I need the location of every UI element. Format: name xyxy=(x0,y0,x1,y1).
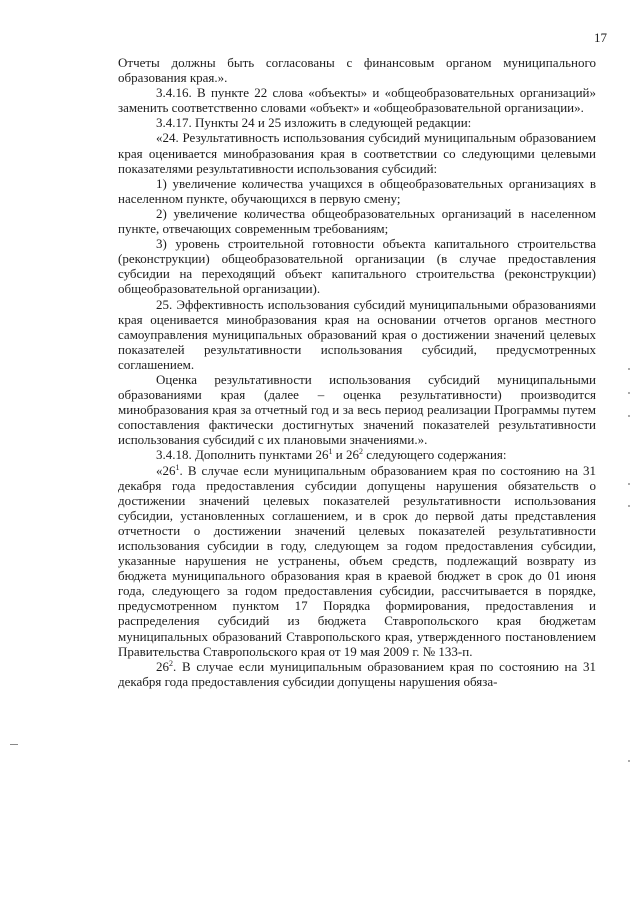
margin-dot xyxy=(628,760,630,762)
paragraph xyxy=(118,659,596,689)
list-item: 1) увеличение количества учащихся в общеобразовательных организациях в населенном пункте, обучающихся в первую смену; xyxy=(118,175,596,206)
text-run: . В случае если муниципальным образованием края по состоянию на 31 декабря года предоставления субсидии допущены нарушения обязательств о достижении значений целевых показателей результативности использования субсидии, установленных соглашением, и в срок до первой даты представления отчетности о достижении значений целевых показателей результативности использования субсидии в году, следующем за годом предоставления субсидии, указанные нарушения не устранены, объем средств, подлежащий возврату из бюджета муниципального образования края в краевой бюджет в срок до 01 июня года, следующего за годом предоставления субсидии, рассчитывается в порядке, предусмотренном пунктом 17 Порядка формирования, предоставления и распределения субсидий из бюджета Ставропольского края бюджетам муниципальных образований Ставропольского края, утвержденного постановлением Правительства Ставропольского края от 19 мая 2009 г. № 133-п. xyxy=(118,462,596,659)
margin-mark xyxy=(10,744,18,745)
text-run: следующего содержания: xyxy=(363,447,507,463)
paragraph: «24. Результативность использования субсидий муниципальным образованием края оценивается минобразования края в соответствии со следующими целевыми показателями результативности использования субсидий: xyxy=(118,130,596,176)
superscript: 2 xyxy=(359,447,363,457)
list-item: 3) уровень строительной готовности объекта капитального строительства (реконструкции) общеобразовательной организации (в случае предоставления субсидии на переходящий объект капитального строительства (реконструкции) общеобразовательной организации). xyxy=(118,236,596,297)
document-body xyxy=(118,55,596,689)
paragraph xyxy=(118,447,596,462)
margin-dot xyxy=(628,415,630,417)
page-number: 17 xyxy=(594,30,607,45)
paragraph: 3.4.16. В пункте 22 слова «объекты» и «общеобразовательных организаций» заменить соответственно словами «объект» и «общеобразовательной организации». xyxy=(118,85,596,116)
margin-dot xyxy=(628,368,630,370)
paragraph xyxy=(118,463,596,659)
text-run: 26 xyxy=(156,658,169,674)
superscript: 1 xyxy=(175,462,180,472)
paragraph: Отчеты должны быть согласованы с финансовым органом муниципального образования края.». xyxy=(118,55,596,86)
superscript: 2 xyxy=(169,658,173,668)
text-run: и 26 xyxy=(332,447,359,463)
paragraph: 3.4.17. Пункты 24 и 25 изложить в следующей редакции: xyxy=(156,115,472,131)
text-run: 3.4.18. Дополнить пунктами 26 xyxy=(156,447,329,463)
margin-dot xyxy=(628,392,630,394)
list-item: 2) увеличение количества общеобразовательных организаций в населенном пункте, отвечающих современным требованиям; xyxy=(118,205,596,237)
text-run: . В случае если муниципальным образованием края по состоянию на 31 декабря года предоставления субсидии допущены нарушения обяза- xyxy=(118,658,596,689)
superscript: 1 xyxy=(328,447,333,457)
margin-dot xyxy=(628,483,630,485)
paragraph: 25. Эффективность использования субсидий муниципальными образованиями края оценивается минобразования края на основании отчетов органов местного самоуправления муниципальных образований края о достижении значений целевых показателей результативности использования субсидий, предусмотренных соглашением. xyxy=(118,296,596,372)
text-run: «26 xyxy=(156,462,176,478)
margin-dot xyxy=(628,505,630,507)
paragraph: Оценка результативности использования субсидий муниципальными образованиями края (далее – оценка результативности) производится минобразования края за отчетный год и за весь период реализации Программы путем сопоставления фактически достигнутых значений показателей результативности использования субсидий с их плановыми значениями.». xyxy=(118,371,596,448)
